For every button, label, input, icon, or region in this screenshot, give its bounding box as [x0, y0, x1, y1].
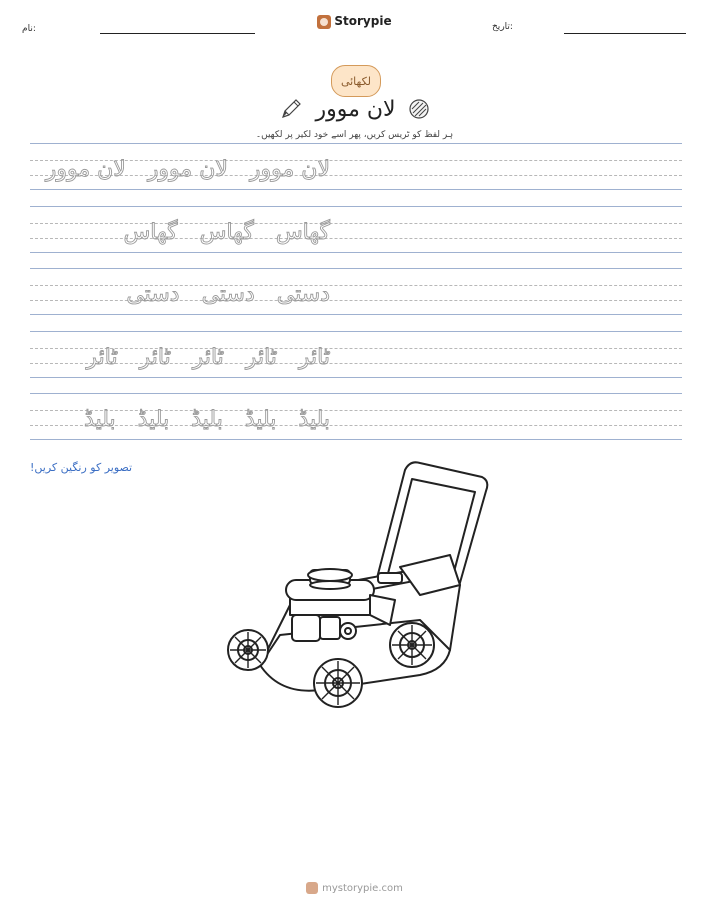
- trace-word[interactable]: بلیڈ: [298, 407, 330, 432]
- page-title: لان موور: [315, 96, 396, 122]
- trace-word[interactable]: ٹائر: [245, 344, 277, 370]
- instruction-text: ہر لفظ کو ٹریس کریں، پھر اسے خود لکیر پر لکھیں۔: [255, 130, 454, 140]
- guide-line: [30, 206, 682, 207]
- trace-word[interactable]: گھاس: [199, 219, 254, 245]
- name-line[interactable]: [100, 33, 255, 34]
- storypie-logo-icon: [317, 15, 331, 29]
- trace-word[interactable]: ٹائر: [86, 344, 118, 370]
- name-label: نام:: [22, 24, 36, 34]
- guide-line: [30, 189, 682, 190]
- guide-line: [30, 252, 682, 253]
- trace-word[interactable]: ٹائر: [139, 344, 171, 370]
- trace-word[interactable]: ٹائر: [192, 344, 224, 370]
- trace-row[interactable]: [46, 157, 330, 182]
- trace-word[interactable]: دستی: [201, 282, 255, 307]
- trace-word[interactable]: دستی: [126, 282, 180, 307]
- trace-word[interactable]: لان موور: [249, 157, 330, 182]
- brand: [0, 14, 709, 29]
- trace-row[interactable]: [87, 345, 330, 370]
- trace-word[interactable]: دستی: [276, 282, 330, 307]
- date-label: تاریخ:: [492, 22, 513, 32]
- footer: [0, 882, 709, 894]
- lawn-mower-illustration: [220, 455, 490, 715]
- trace-word[interactable]: لان موور: [147, 157, 228, 182]
- guide-line: [30, 314, 682, 315]
- guide-line: [30, 331, 682, 332]
- title-row: [0, 92, 709, 126]
- brand-name: Storypie: [334, 14, 392, 28]
- guide-line: [30, 393, 682, 394]
- guide-line: [30, 439, 682, 440]
- guide-line: [30, 268, 682, 269]
- trace-word[interactable]: بلیڈ: [191, 407, 223, 432]
- trace-word[interactable]: گھاس: [275, 219, 330, 245]
- date-line[interactable]: [564, 33, 686, 34]
- coloring-prompt: تصویر کو رنگین کریں!: [30, 461, 133, 474]
- footer-link[interactable]: mystorypie.com: [322, 883, 403, 894]
- trace-word[interactable]: بلیڈ: [244, 407, 277, 432]
- trace-row[interactable]: [123, 220, 330, 245]
- guide-line: [30, 143, 682, 144]
- trace-row[interactable]: [84, 407, 330, 432]
- pencil-icon: [279, 97, 303, 121]
- guide-line: [30, 377, 682, 378]
- trace-word[interactable]: لان موور: [45, 157, 126, 182]
- storypie-footer-logo-icon: [306, 882, 318, 894]
- trace-word[interactable]: بلیڈ: [84, 407, 116, 432]
- trace-word[interactable]: ٹائر: [298, 344, 330, 370]
- yarn-ball-icon: [408, 98, 430, 120]
- trace-word[interactable]: بلیڈ: [137, 407, 170, 432]
- trace-row[interactable]: [126, 282, 330, 307]
- trace-word[interactable]: گھاس: [123, 219, 178, 245]
- category-badge: لکھائی: [331, 65, 381, 97]
